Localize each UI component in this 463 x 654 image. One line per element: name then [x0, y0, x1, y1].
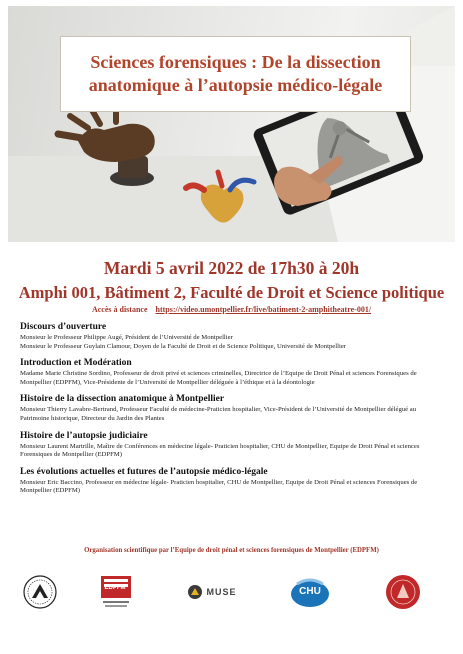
section-introduction	[20, 357, 445, 387]
section-speaker: Monsieur Eric Baccino, Professeur en médecine légale- Praticien hospitalier, CHU de Montpellier, Equipe de Droit Pénal et sciences Forensiques de Montpellier (EDPFM)	[20, 478, 418, 495]
title-line-2: anatomique à l’autopsie médico-légale	[88, 75, 383, 95]
section-speaker: Monsieur Laurent Martrille, Maître de Conférences en médecine légale- Praticien hospitalier, CHU de Montpellier, Equipe de Droit Pénal et sciences Forensiques de Montpellier (EDPFM)	[20, 442, 420, 459]
muse-emblem-icon	[187, 584, 203, 600]
chu-text: CHU	[299, 586, 321, 597]
remote-access-label: Accès à distance	[91, 305, 148, 314]
section-autopsy-history	[20, 430, 445, 460]
section-heading: Histoire de la dissection anatomique à Montpellier	[20, 394, 225, 405]
section-heading: Discours d’ouverture	[20, 322, 107, 332]
title-line-1: Sciences forensiques : De la dissection	[90, 52, 381, 72]
remote-access-link[interactable]: https://video.umontpellier.fr/live/batiment-2-amphitheatre-001/	[155, 305, 372, 314]
section-speaker: Monsieur Thierry Lavabre-Bertrand, Professeur Faculté de médecine-Praticien hospitalier, Vice-Président de l’Université de Montpellier délégué au Patrimoine historique, Directeur du Jardin des Plantes	[20, 406, 417, 422]
remote-access	[0, 305, 463, 314]
section-current-evolutions	[20, 466, 445, 496]
section-dissection-history	[20, 393, 445, 423]
muse-text: MUSE	[206, 587, 237, 597]
section-heading: Les évolutions actuelles et futures de l’autopsie médico-légale	[20, 466, 268, 477]
program-sections	[20, 321, 445, 502]
event-venue: Amphi 001, Bâtiment 2, Faculté de Droit et Science politique	[18, 283, 445, 302]
edpfm-text: EDPFM	[104, 585, 126, 591]
section-opening	[20, 321, 445, 351]
faculty-seal-icon	[382, 572, 424, 612]
section-speaker: Monsieur le Professeur Guylain Clamour, Doyen de la Faculté de Droit et de Science Politique, Université de Montpellier	[20, 342, 347, 350]
organisation-credit: Organisation scientifique par l’Equipe de droit pénal et sciences forensiques de Montpellier (EDPFM)	[84, 547, 379, 554]
university-seal-icon	[20, 572, 60, 612]
section-heading: Histoire de l’autopsie judiciaire	[20, 430, 148, 441]
chu-logo	[288, 572, 332, 612]
title-box	[60, 36, 411, 112]
section-heading: Introduction et Modération	[20, 358, 132, 369]
partner-logos	[20, 572, 443, 616]
section-speaker: Madame Marie Christine Sordino, Professeur de droit privé et sciences criminelles, Directrice de l’Equipe de Droit Pénal et sciences Forensiques de Montpellier (EDPFM), Vice-Présidente de l’Université de Montpellier déléguée à l’éthique et à la déontologie	[20, 370, 417, 386]
section-speaker: Monsieur le Professeur Philippe Augé, Président de l’Université de Montpellier	[20, 334, 233, 341]
header-photo	[8, 6, 455, 242]
muse-logo	[182, 572, 242, 612]
event-date: Mardi 5 avril 2022 de 17h30 à 20h	[103, 258, 360, 278]
edpfm-logo	[98, 572, 134, 612]
